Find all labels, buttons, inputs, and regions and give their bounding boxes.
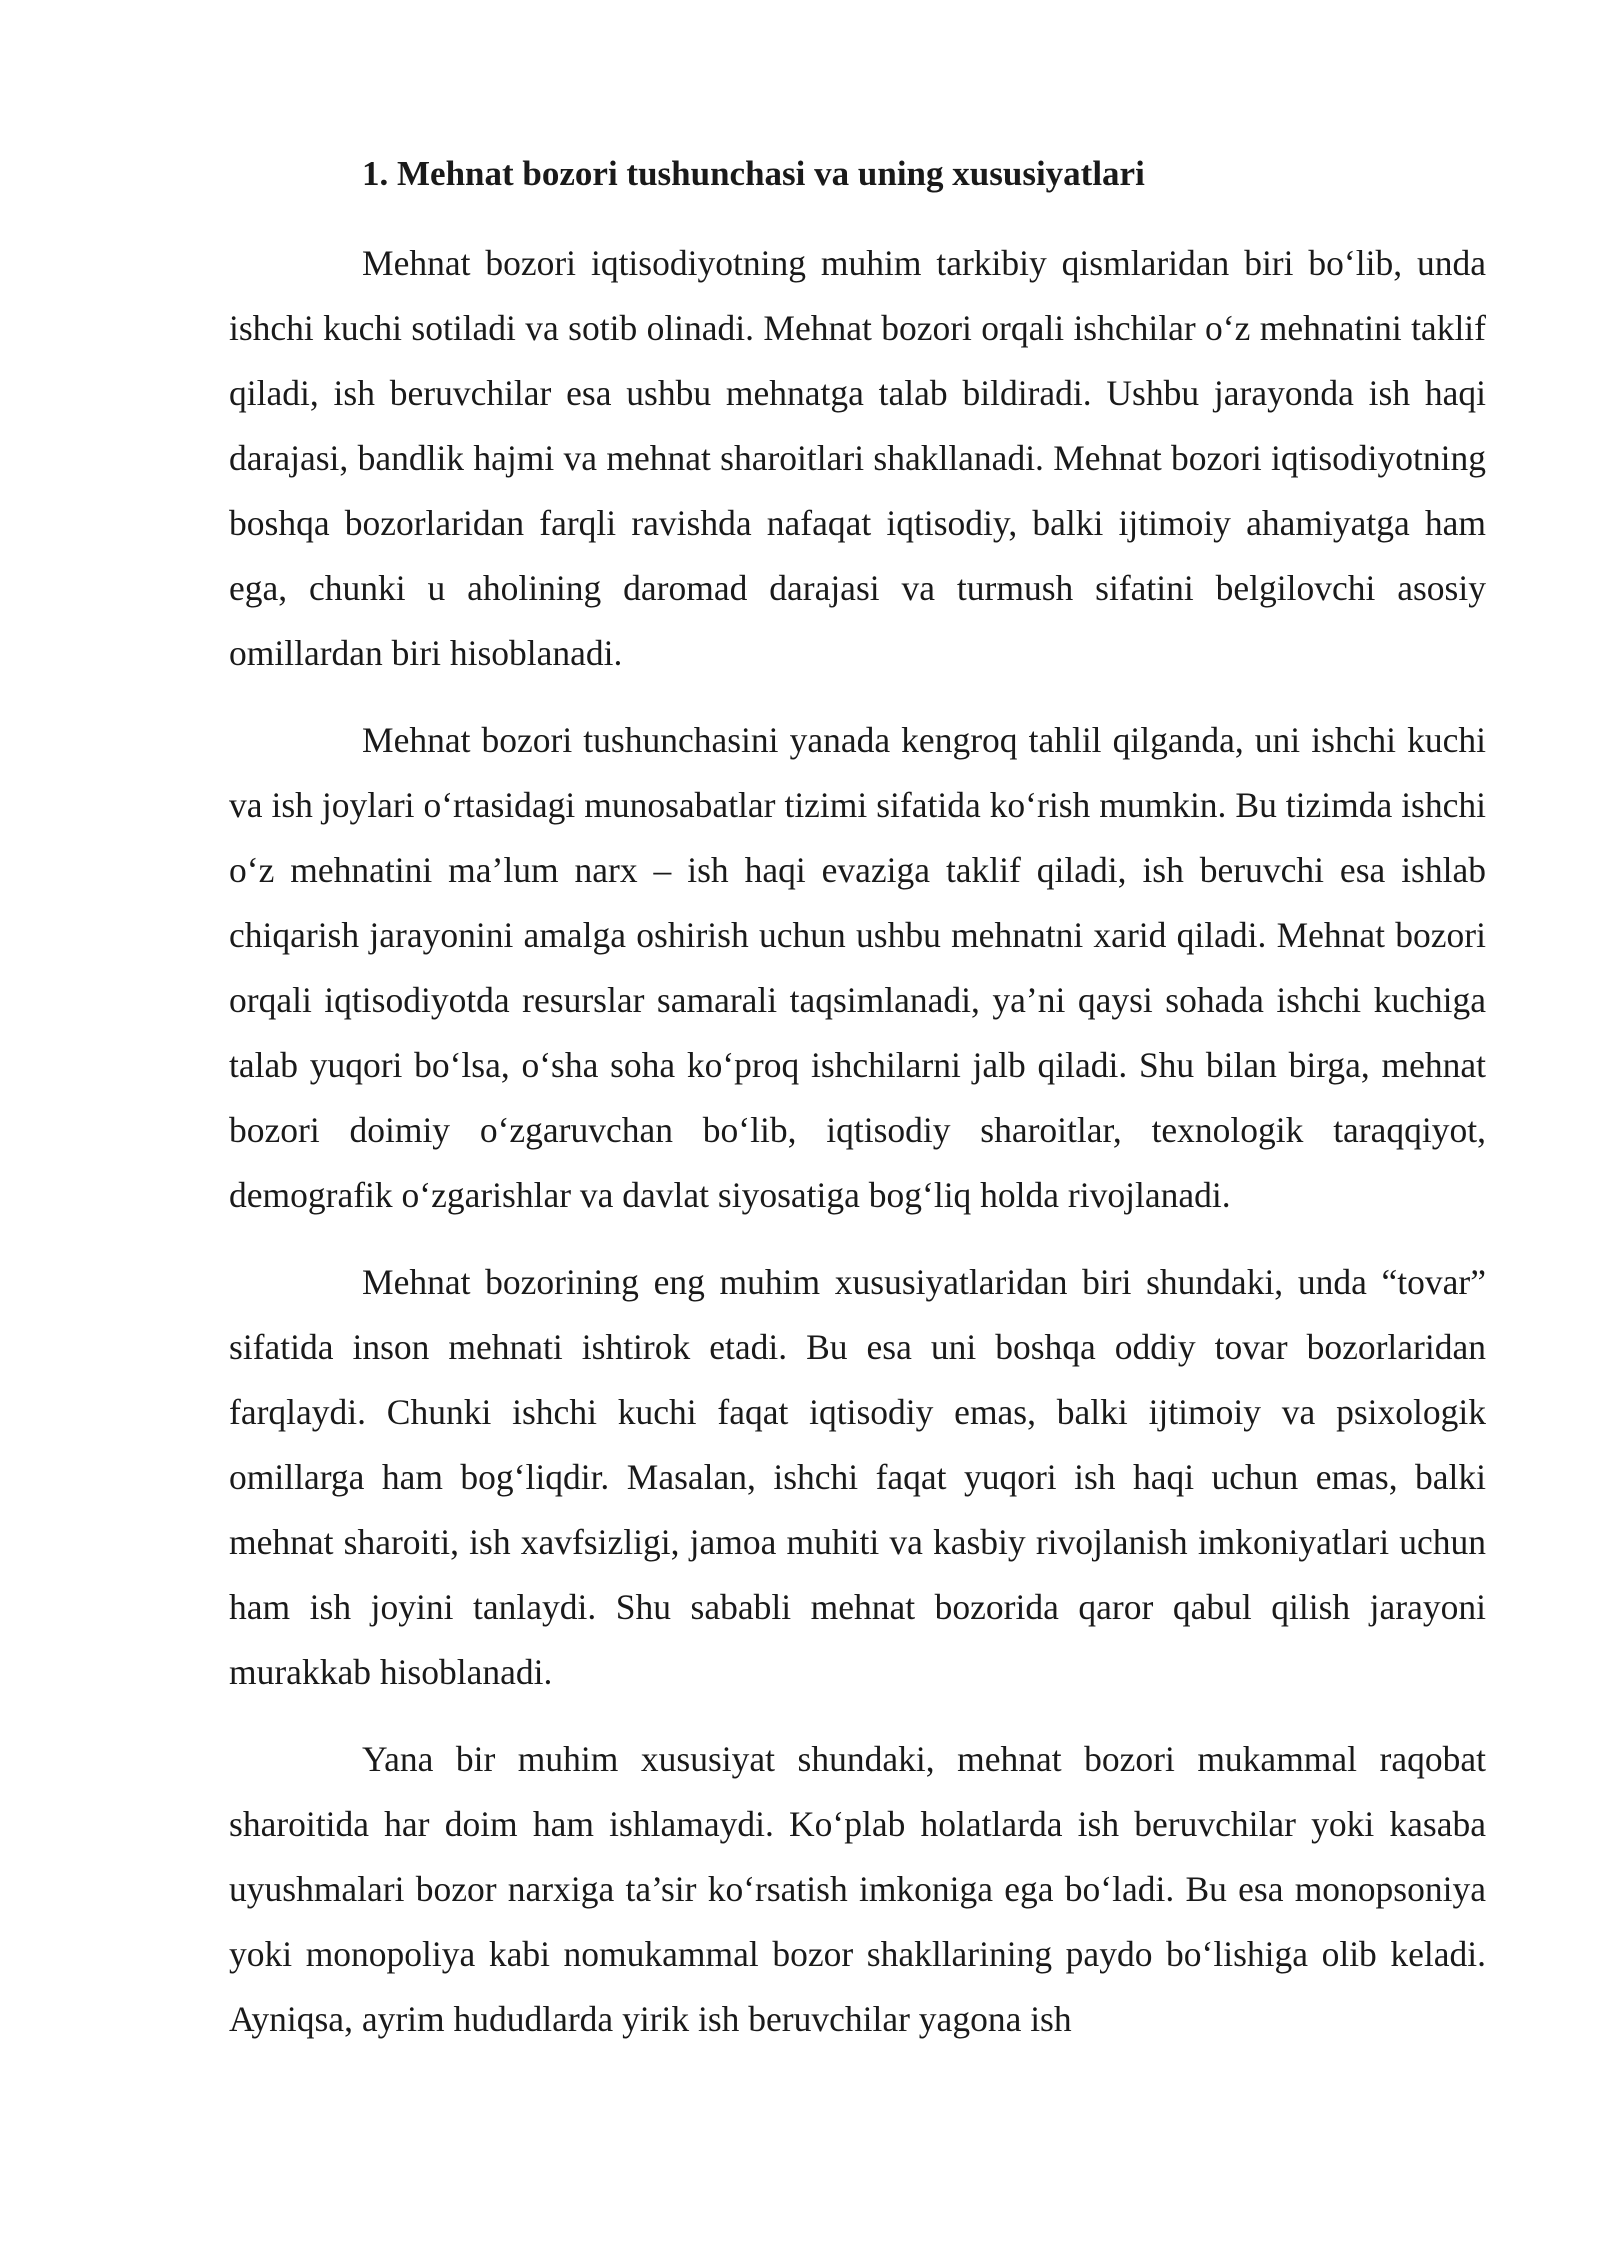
paragraph-1: Mehnat bozori iqtisodiyotning muhim tarkibiy qismlaridan biri bo‘lib, unda ishchi kuchi sotiladi va sotib olinadi. Mehnat bozori orqali ishchilar o‘z mehnatini taklif qiladi, ish beruvchilar esa ushbu mehnatga talab bildiradi. Ushbu jarayonda ish haqi darajasi, bandlik hajmi va mehnat sharoitlari shakllanadi. Mehnat bozori iqtisodiyotning boshqa bozorlaridan farqli ravishda nafaqat iqtisodiy, balki ijtimoiy ahamiyatga ham ega, chunki u aholining daromad darajasi va turmush sifatini belgilovchi asosiy omillardan biri hisoblanadi. — [229, 243, 1486, 673]
document-body — [229, 148, 1486, 2074]
section-heading: 1. Mehnat bozori tushunchasi va uning xususiyatlari — [362, 154, 1145, 193]
paragraph-2: Mehnat bozori tushunchasini yanada kengroq tahlil qilganda, uni ishchi kuchi va ish joylari o‘rtasidagi munosabatlar tizimi sifatida ko‘rish mumkin. Bu tizimda ishchi o‘z mehnatini ma’lum narx – ish haqi evaziga taklif qiladi, ish beruvchi esa ishlab chiqarish jarayonini amalga oshirish uchun ushbu mehnatni xarid qiladi. Mehnat bozori orqali iqtisodiyotda resurslar samarali taqsimlanadi, ya’ni qaysi sohada ishchi kuchiga talab yuqori bo‘lsa, o‘sha soha ko‘proq ishchilarni jalb qiladi. Shu bilan birga, mehnat bozori doimiy o‘zgaruvchan bo‘lib, iqtisodiy sharoitlar, texnologik taraqqiyot, demografik o‘zgarishlar va davlat siyosatiga bog‘liq holda rivojlanadi. — [229, 720, 1486, 1215]
paragraph-4: Yana bir muhim xususiyat shundaki, mehnat bozori mukammal raqobat sharoitida har doim ham ishlamaydi. Ko‘plab holatlarda ish beruvchilar yoki kasaba uyushmalari bozor narxiga ta’sir ko‘rsatish imkoniga ega bo‘ladi. Bu esa monopsoniya yoki monopoliya kabi nomukammal bozor shakllarining paydo bo‘lishiga olib keladi. Ayniqsa, ayrim hududlarda yirik ish beruvchilar yagona ish — [229, 1739, 1486, 2039]
paragraph-3: Mehnat bozorining eng muhim xususiyatlaridan biri shundaki, unda “tovar” sifatida inson mehnati ishtirok etadi. Bu esa uni boshqa oddiy tovar bozorlaridan farqlaydi. Chunki ishchi kuchi faqat iqtisodiy emas, balki ijtimoiy va psixologik omillarga ham bog‘liqdir. Masalan, ishchi faqat yuqori ish haqi uchun emas, balki mehnat sharoiti, ish xavfsizligi, jamoa muhiti va kasbiy rivojlanish imkoniyatlari uchun ham ish joyini tanlaydi. Shu sababli mehnat bozorida qaror qabul qilish jarayoni murakkab hisoblanadi. — [229, 1262, 1486, 1692]
